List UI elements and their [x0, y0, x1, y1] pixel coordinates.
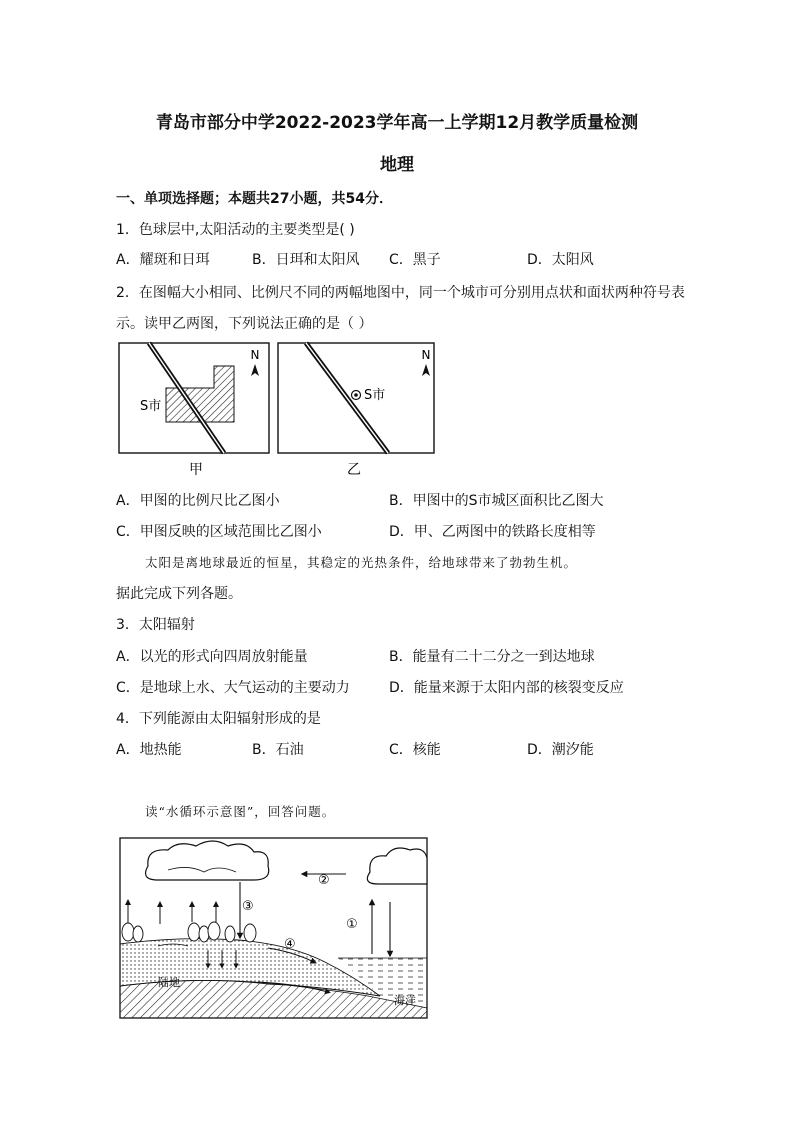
- q2-option-c: C．甲图反映的区域范围比乙图小: [116, 524, 322, 540]
- water-cycle-diagram: [118, 836, 430, 1021]
- q2-stem-line2: 示。读甲乙两图，下列说法正确的是（ ）: [116, 316, 373, 332]
- map-yi-caption: 乙: [347, 462, 361, 478]
- passage1-lead: 据此完成下列各题。: [116, 586, 242, 602]
- map-yi-city-label: S市: [364, 388, 386, 403]
- q2-option-a: A．甲图的比例尺比乙图小: [116, 493, 280, 509]
- exam-subject: 地理: [380, 155, 414, 175]
- map-jia: [119, 343, 269, 453]
- section-heading: 一、单项选择题；本题共27小题，共54分．: [116, 191, 393, 207]
- label-4: ④: [284, 937, 296, 952]
- label-land: 陆地: [158, 976, 180, 989]
- q1-option-d: D．太阳风: [527, 252, 594, 268]
- passage1-text: 太阳是离地球最近的恒星，其稳定的光热条件，给地球带来了勃勃生机。: [145, 555, 578, 570]
- q3-option-a: A．以光的形式向四周放射能量: [116, 649, 308, 665]
- map-jia-caption: 甲: [189, 462, 203, 478]
- map-yi-north-label: N: [421, 348, 431, 362]
- map-jia-city-label: S市: [140, 399, 162, 414]
- map-yi: [278, 343, 434, 453]
- q1-option-b: B．日珥和太阳风: [252, 252, 360, 268]
- map-jia-north-label: N: [250, 348, 260, 362]
- label-3: ③: [242, 899, 254, 914]
- label-ocean: 海洋: [394, 994, 416, 1007]
- q2-option-b: B．甲图中的S市城区面积比乙图大: [389, 493, 604, 509]
- q3-option-c: C．是地球上水、大气运动的主要动力: [116, 680, 350, 696]
- exam-title: 青岛市部分中学2022-2023学年高一上学期12月教学质量检测: [155, 113, 639, 133]
- q4-option-c: C．核能: [389, 742, 441, 758]
- q2-maps-figure: [116, 340, 436, 480]
- label-1: ①: [346, 917, 358, 932]
- q1-option-c: C．黑子: [389, 252, 441, 268]
- q4-stem: 4．下列能源由太阳辐射形成的是: [116, 711, 321, 727]
- q2-option-d: D．甲、乙两图中的铁路长度相等: [389, 524, 596, 540]
- q3-stem: 3．太阳辐射: [116, 617, 195, 633]
- q2-stem-line1: 2．在图幅大小相同、比例尺不同的两幅地图中，同一个城市可分别用点状和面状两种符号表: [116, 285, 685, 301]
- q1-stem: 1．色球层中,太阳活动的主要类型是( ): [116, 222, 355, 238]
- q4-option-a: A．地热能: [116, 742, 182, 758]
- q3-option-d: D．能量来源于太阳内部的核裂变反应: [389, 680, 624, 696]
- q1-option-a: A．耀斑和日珥: [116, 252, 210, 268]
- q3-option-b: B．能量有二十二分之一到达地球: [389, 649, 595, 665]
- passage2-text: 读“水循环示意图”，回答问题。: [145, 804, 336, 819]
- q4-option-d: D．潮汐能: [527, 742, 594, 758]
- label-2: ②: [318, 873, 330, 888]
- q4-option-b: B．石油: [252, 742, 304, 758]
